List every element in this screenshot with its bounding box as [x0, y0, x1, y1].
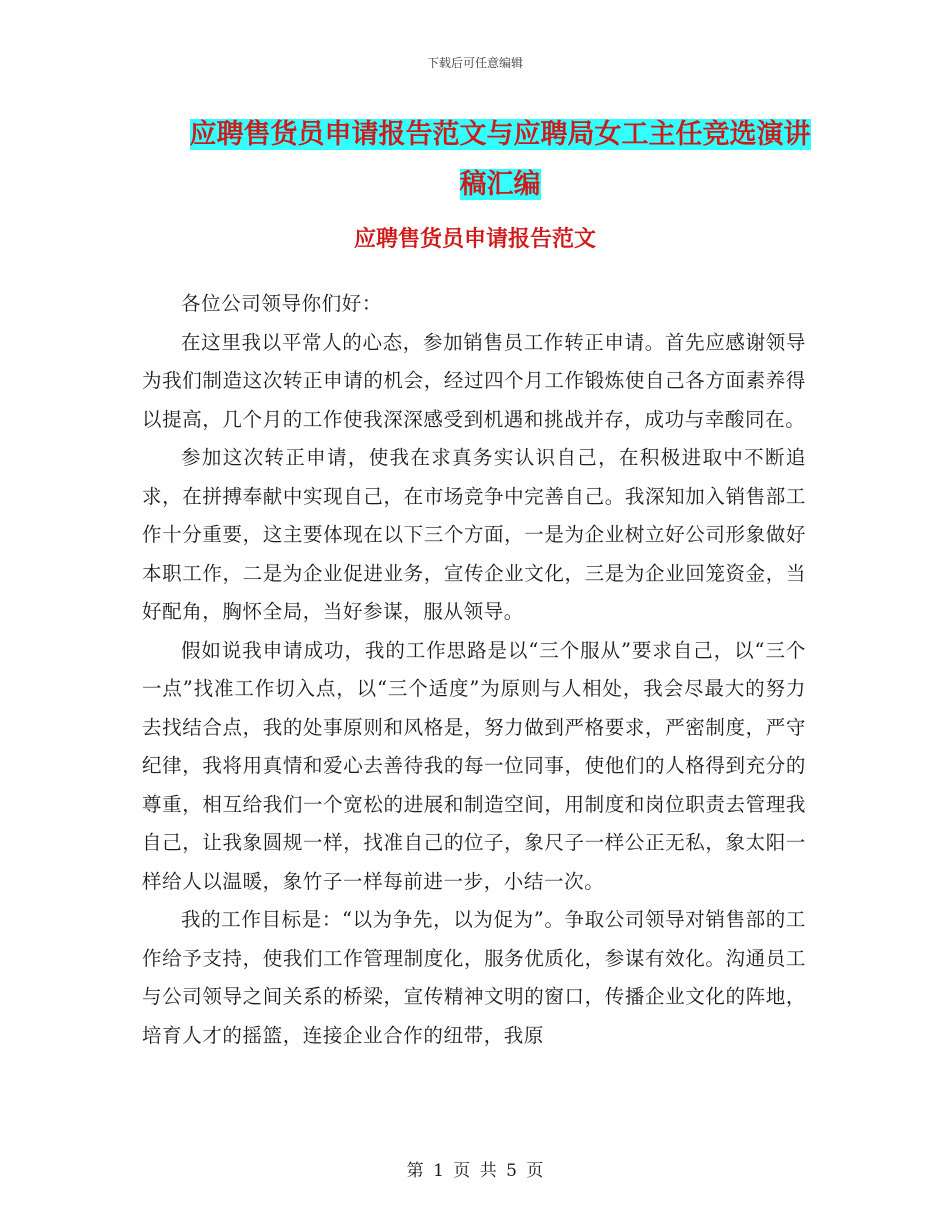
section-title: 应聘售货员申请报告范文 — [353, 227, 596, 252]
paragraph: 假如说我申请成功，我的工作思路是以“三个服从”要求自己，以“三个一点”找准工作切入点，以“三个适度”为原则与人相处，我会尽最大的努力去找结合点，我的处事原则和风格是，努力做到严格要求，严密制度，严守纪律，我将用真情和爱心去善待我的每一位同事，使他们的人格得到充分的尊重，相互给我们一个宽松的进展和制造空间，用制度和岗位职责去管理我自己，让我象圆规一样，找准自己的位子，象尺子一样公正无私，象太阳一样给人以温暖，象竹子一样每前进一步，小结一次。 — [142, 638, 806, 893]
paragraph: 在这里我以平常人的心态，参加销售员工作转正申请。首先应感谢领导为我们制造这次转正申请的机会，经过四个月工作锻炼使自己各方面素养得以提高，几个月的工作使我深深感受到机遇和挑战并存，成功与幸酸同在。 — [142, 330, 806, 431]
paragraph-greeting: 各位公司领导你们好： — [181, 292, 383, 315]
body-text — [142, 285, 806, 1055]
document-title-line-2: 稿汇编 — [459, 169, 541, 200]
document-title-line-1: 应聘售货员申请报告范文与应聘局女工主任竞选演讲 — [189, 119, 811, 150]
page-footer: 第 1 页 共 5 页 — [406, 1161, 544, 1181]
paragraph: 我的工作目标是：“以为争先，以为促为”。争取公司领导对销售部的工作给予支持，使我们工作管理制度化，服务优质化，参谋有效化。沟通员工与公司领导之间关系的桥梁，宣传精神文明的窗口，传播企业文化的阵地，培育人才的摇篮，连接企业合作的纽带，我原 — [142, 908, 806, 1047]
header-note: 下载后可任意编辑 — [426, 56, 523, 70]
document-title — [160, 110, 840, 210]
paragraph: 参加这次转正申请，使我在求真务实认识自己，在积极进取中不断追求，在拼搏奉献中实现自己，在市场竞争中完善自己。我深知加入销售部工作十分重要，这主要体现在以下三个方面，一是为企业树立好公司形象做好本职工作，二是为企业促进业务，宣传企业文化，三是为企业回笼资金，当好配角，胸怀全局，当好参谋，服从领导。 — [142, 446, 806, 623]
